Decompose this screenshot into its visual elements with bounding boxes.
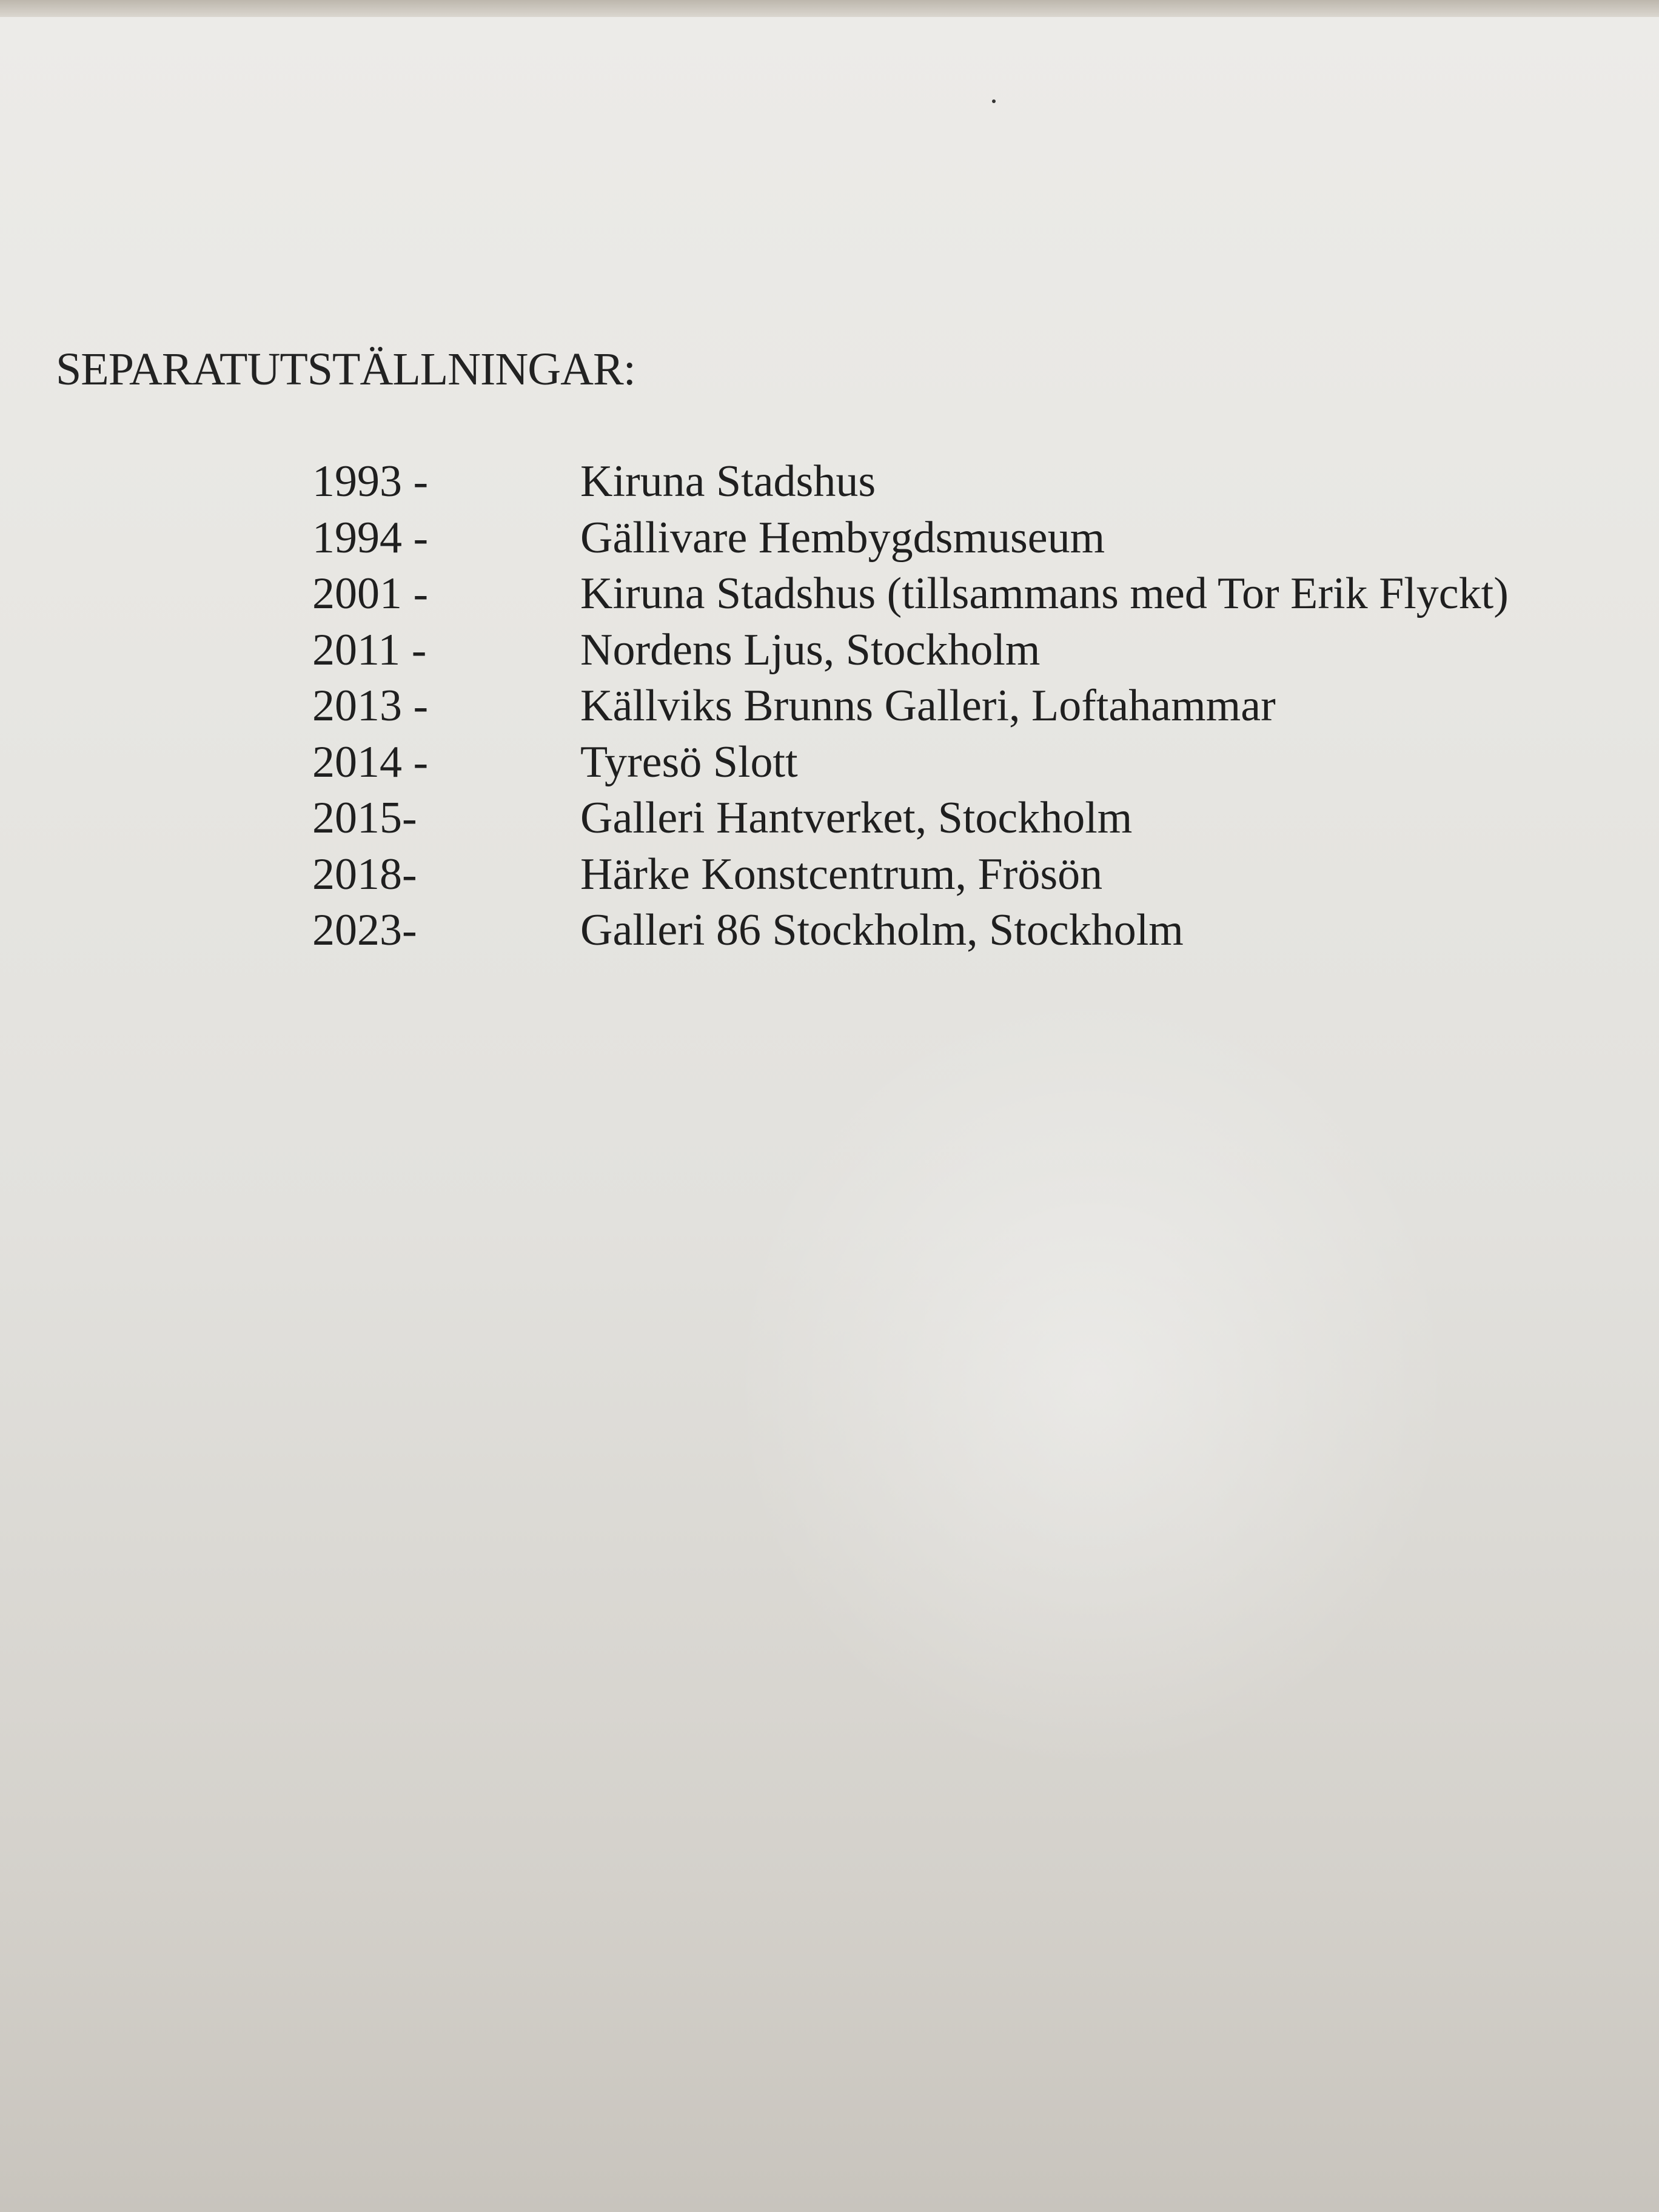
exhibition-row bbox=[312, 905, 1646, 961]
exhibition-place: Kiruna Stadshus (tillsammans med Tor Erik Flyckt) bbox=[580, 569, 1509, 618]
exhibition-place: Gällivare Hembygdsmuseum bbox=[580, 512, 1105, 563]
exhibition-year: 2015- bbox=[312, 793, 417, 843]
exhibition-place: Nordens Ljus, Stockholm bbox=[580, 625, 1041, 675]
exhibition-year: 2011 - bbox=[312, 625, 427, 675]
exhibition-row bbox=[312, 737, 1646, 793]
exhibition-row bbox=[312, 512, 1646, 569]
exhibition-year: 2014 - bbox=[312, 737, 429, 787]
paper-speck bbox=[992, 99, 996, 103]
paper-top-edge bbox=[0, 0, 1659, 18]
exhibition-place: Kiruna Stadshus bbox=[580, 457, 876, 506]
exhibition-row bbox=[312, 849, 1646, 905]
exhibition-year: 2013 - bbox=[312, 681, 429, 731]
exhibition-row bbox=[312, 568, 1646, 625]
exhibition-row bbox=[312, 456, 1646, 512]
section-heading: SEPARATUTSTÄLLNINGAR: bbox=[56, 344, 635, 395]
exhibition-list bbox=[312, 456, 1646, 961]
exhibition-year: 2001 - bbox=[312, 569, 429, 618]
exhibition-row bbox=[312, 625, 1646, 681]
exhibition-row bbox=[312, 680, 1646, 737]
exhibition-place: Tyresö Slott bbox=[580, 737, 798, 787]
light-glare bbox=[728, 987, 1455, 1775]
exhibition-place: Härke Konstcentrum, Frösön bbox=[580, 849, 1103, 899]
exhibition-place: Källviks Brunns Galleri, Loftahammar bbox=[580, 681, 1276, 731]
exhibition-row bbox=[312, 793, 1646, 849]
exhibition-year: 2018- bbox=[312, 849, 417, 899]
exhibition-place: Galleri Hantverket, Stockholm bbox=[580, 793, 1133, 843]
exhibition-place: Galleri 86 Stockholm, Stockholm bbox=[580, 905, 1184, 955]
exhibition-year: 2023- bbox=[312, 905, 417, 955]
exhibition-year: 1993 - bbox=[312, 457, 429, 506]
exhibition-year: 1994 - bbox=[312, 512, 429, 563]
